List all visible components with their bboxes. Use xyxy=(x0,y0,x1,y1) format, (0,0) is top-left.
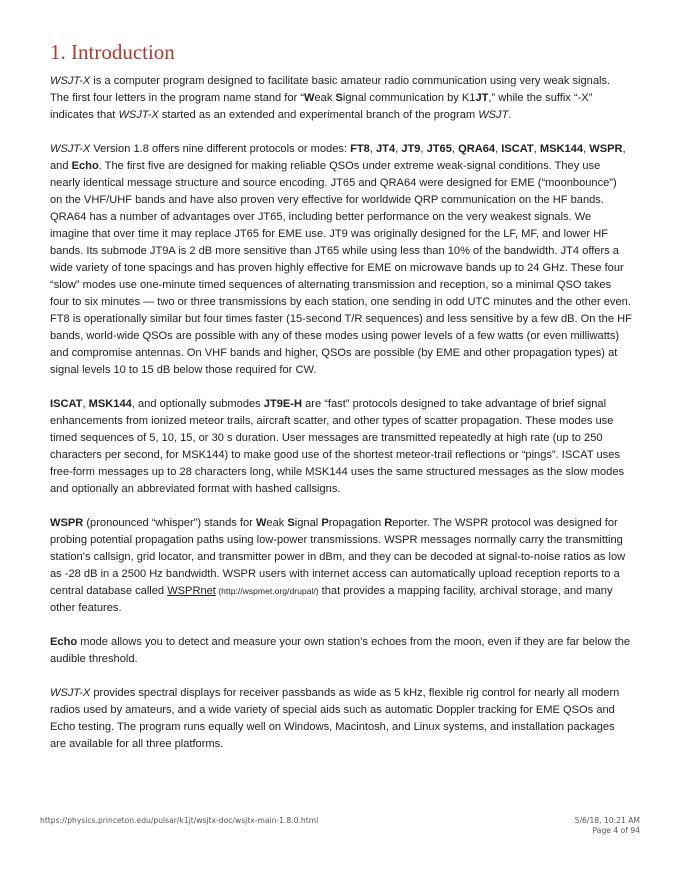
mode-name: FT8 xyxy=(350,143,370,155)
intro-paragraph-4 xyxy=(50,515,632,617)
section-heading: 1. Introduction xyxy=(50,40,175,64)
text-run: ignal xyxy=(294,517,322,529)
text-run: started as an extended and experimental branch of the program xyxy=(158,109,479,121)
bold-letter: JT xyxy=(475,92,489,104)
text-run: eak xyxy=(266,517,288,529)
text-run: mode allows you to detect and measure your own station’s echoes from the moon, even if they are far below the audible threshold. xyxy=(50,636,631,665)
mode-name: ISCAT xyxy=(501,143,534,155)
text-run: . xyxy=(508,109,512,121)
program-name: WSJT xyxy=(478,109,509,121)
text-run: is a computer program designed to facilitate basic amateur radio communication using very weak signals. The first four letters in the program name stand for “ xyxy=(50,75,611,104)
program-name: WSJT-X xyxy=(50,687,91,699)
program-name: WSJT-X xyxy=(118,109,159,121)
text-run: are “fast” protocols designed to take advantage of brief signal enhancements from ionized meteor trails, aircraft scatter, and other types of scatter propagation. These modes use timed sequences of 5, 10, 15, or 30 s duration. User messages are transmitted repeatedly at high rate (up to 250 characters per second, for MSK144) to make good use of the shortest meteor-trail reflections or “pings”. ISCAT uses free-form messages up to 28 characters long, while MSK144 uses the same structured messages as the slow modes and optionally an abbreviated format with hashed callsigns. xyxy=(50,398,625,495)
bold-letter: R xyxy=(384,517,393,529)
bold-letter: W xyxy=(304,92,315,104)
bold-letter: S xyxy=(287,517,295,529)
separator: , xyxy=(533,143,540,155)
text-run: . The first five are designed for making reliable QSOs under extreme weak-signal conditions. They use nearly identical message structure and source encoding. JT65 and QRA64 were designed for EME (“moonbounce”) on the VHF/UHF bands and have also proven very effective for worldwide QRP communication on the HF bands. QRA64 has a number of advantages over JT65, including better performance on the very weakest signals. We imagine that over time it may replace JT65 for EME use. JT9 was originally designed for the LF, MF, and lower HF bands. Its submode JT9A is 2 dB more sensitive than JT65 while using less than 10% of the bandwidth. JT4 offers a wide variety of tone spacings and has proven highly effective for EME on microwave bands up to 24 GHz. These four “slow” modes use one-minute timed sequences of alternating transmission and reception, so a minimal QSO takes four to six minutes — two or three transmissions by each station, one sending in odd UTC minutes and the other even. FT8 is operationally similar but four times faster (15-second T/R sequences) and less sensitive by a few dB. On the HF bands, world-wide QSOs are possible with any of these modes using power levels of a few watts (or even milliwatts) and compromise antennas. On VHF bands and higher, QSOs are possible (by EME and other propagation types) at signal levels 10 to 15 dB below those required for CW. xyxy=(50,160,632,376)
footer-url: https://physics.princeton.edu/pulsar/k1jt/wsjtx-doc/wsjtx-main-1.8.0.html xyxy=(40,816,319,825)
mode-name: WSPR xyxy=(589,143,623,155)
intro-paragraph-2 xyxy=(50,141,632,379)
separator: , xyxy=(495,143,502,155)
text-run: provides spectral displays for receiver passbands as wide as 5 kHz, flexible rig control for nearly all modern radios used by amateurs, and a wide variety of special aids such as automatic Doppler tracking for EME QSOs and Echo testing. The program runs equally well on Windows, Macintosh, and Linux systems, and installation packages are available for all three platforms. xyxy=(50,687,620,750)
text-run: Version 1.8 offers nine different protocols or modes: xyxy=(90,143,351,155)
text-run: eak xyxy=(314,92,336,104)
mode-name: WSPR xyxy=(50,517,84,529)
mode-name: QRA64 xyxy=(458,143,496,155)
program-name: WSJT-X xyxy=(50,143,91,155)
text-run: that provides a mapping facility, archival storage, and many other features. xyxy=(50,585,613,614)
bold-letter: S xyxy=(335,92,343,104)
intro-paragraph-1 xyxy=(50,73,632,124)
mode-name: ISCAT xyxy=(50,398,83,410)
wsprnet-link[interactable]: WSPRnet xyxy=(167,585,216,597)
separator: , xyxy=(451,143,459,155)
mode-name: MSK144 xyxy=(539,143,584,155)
text-run: ropagation xyxy=(328,517,385,529)
footer-datetime: 5/6/18, 10:21 AM xyxy=(574,816,640,825)
document-page xyxy=(50,38,632,770)
text-run: ignal communication by K1 xyxy=(342,92,476,104)
intro-paragraph-5 xyxy=(50,634,632,668)
separator: , xyxy=(583,143,590,155)
intro-paragraph-3 xyxy=(50,396,632,498)
text-run: (pronounced “whisper”) stands for xyxy=(83,517,256,529)
separator: , xyxy=(420,143,427,155)
footer-page-number: Page 4 of 94 xyxy=(592,826,640,835)
separator: , and xyxy=(50,143,626,172)
separator: , xyxy=(395,143,402,155)
text-run: , and optionally submodes xyxy=(131,398,264,410)
wsprnet-url: (http://wspmet.org/drupal/) xyxy=(215,586,319,596)
mode-name: JT65 xyxy=(426,143,452,155)
mode-name: Echo xyxy=(50,636,78,648)
footer-info xyxy=(575,816,640,836)
program-name: WSJT-X xyxy=(50,75,91,87)
intro-paragraph-6 xyxy=(50,685,632,753)
text-run: eporter. The WSPR protocol was designed for probing potential propagation paths using low-power transmissions. WSPR messages normally carry the transmitting station’s callsign, grid locator, and transmitter power in dBm, and they can be decoded at signal-to-noise ratios as low as -28 dB in a 2500 Hz bandwidth. WSPR users with internet access can automatically upload reception reports to a central database called xyxy=(50,517,626,597)
mode-name: JT9 xyxy=(401,143,421,155)
mode-name: JT4 xyxy=(376,143,396,155)
separator: , xyxy=(82,398,89,410)
mode-name: JT9E-H xyxy=(263,398,303,410)
bold-letter: P xyxy=(321,517,329,529)
separator: , xyxy=(369,143,377,155)
bold-letter: W xyxy=(255,517,267,529)
mode-name: Echo xyxy=(71,160,99,172)
mode-name: MSK144 xyxy=(88,398,132,410)
text-run: ,” while the suffix “-X” indicates that xyxy=(50,92,593,121)
